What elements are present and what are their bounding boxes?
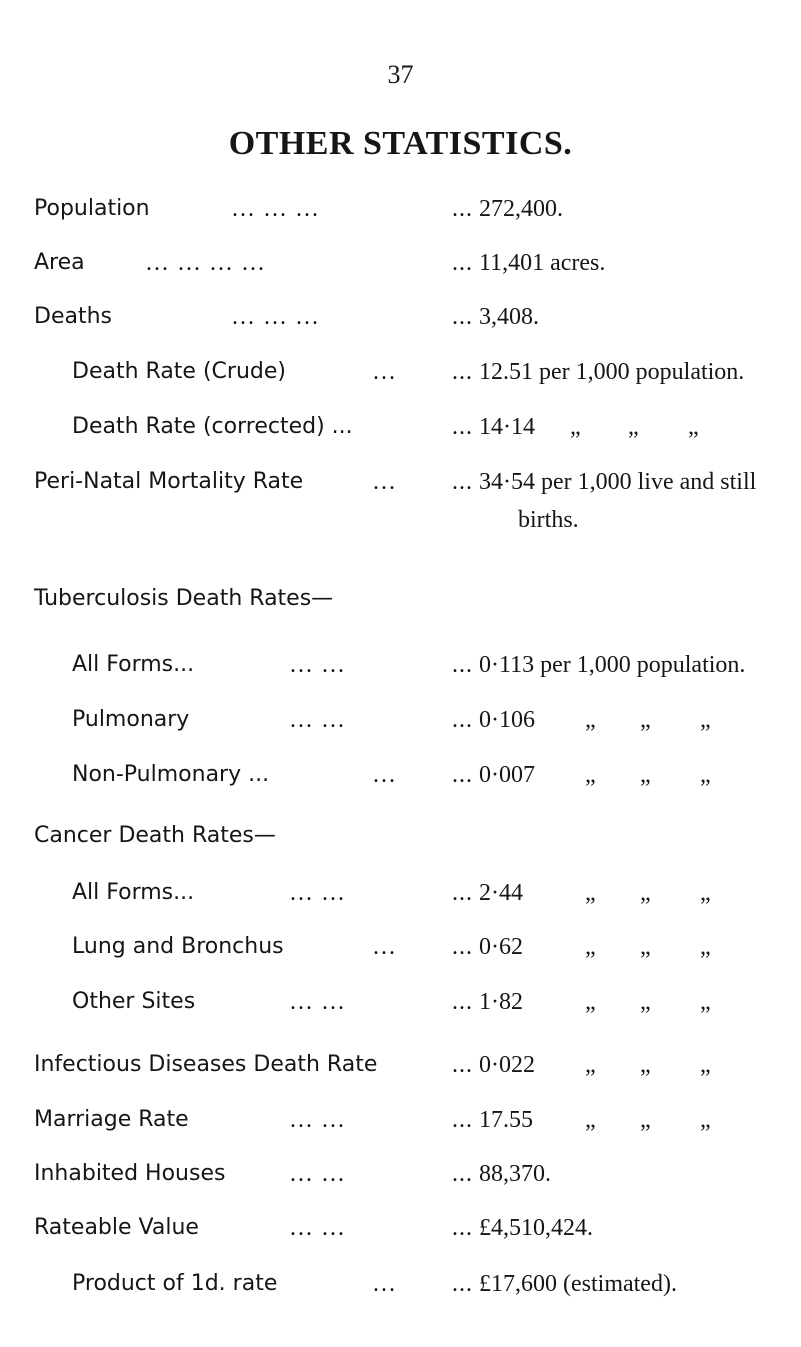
leader-dots: ... ... ... (232, 304, 320, 330)
value-text: 88,370. (479, 1161, 551, 1187)
ditto-mark: „ (640, 1107, 651, 1133)
value-text: 14·14 (479, 414, 535, 440)
row-label: Death Rate (corrected) ... (72, 414, 353, 439)
value-text: 272,400. (479, 196, 563, 222)
value-ellipsis: ... (452, 414, 473, 440)
value-ellipsis: ... (452, 1271, 473, 1297)
ditto-mark: „ (640, 989, 651, 1015)
row-value (452, 873, 523, 913)
value-ellipsis: ... (452, 762, 473, 788)
value-ellipsis: ... (452, 359, 473, 385)
row-label: Death Rate (Crude) (72, 359, 286, 384)
stat-row-marriage-rate (0, 1100, 801, 1140)
row-label: Deaths (34, 304, 112, 329)
row-label: Population (34, 196, 150, 221)
row-value (452, 1045, 535, 1085)
ditto-mark: „ (640, 880, 651, 906)
leader-dots: ... ... (290, 652, 346, 678)
leader-dots: ... ... (290, 707, 346, 733)
stat-row-rateable-value (0, 1208, 801, 1248)
ditto-mark: „ (585, 989, 596, 1015)
value-ellipsis: ... (452, 1161, 473, 1187)
stat-row-area (0, 243, 801, 283)
row-value (452, 982, 523, 1022)
stat-row-cancer-other-sites (0, 982, 801, 1022)
value-text: 17.55 (479, 1107, 533, 1133)
value-text: 0·106 (479, 707, 535, 733)
value-ellipsis: ... (452, 880, 473, 906)
ditto-mark: „ (585, 1052, 596, 1078)
row-value (452, 1208, 593, 1248)
value-text: 34·54 per 1,000 live and still (479, 469, 757, 495)
leader-dots: ... (373, 359, 397, 385)
row-value (452, 700, 535, 740)
ditto-mark: „ (640, 934, 651, 960)
value-ellipsis: ... (452, 707, 473, 733)
stat-row-tb-pulmonary (0, 700, 801, 740)
row-label: Peri-Natal Mortality Rate (34, 469, 304, 494)
page-number: 37 (387, 60, 414, 89)
value-text: 1·82 (479, 989, 523, 1015)
value-ellipsis: ... (452, 1107, 473, 1133)
value-continuation: births. (518, 507, 579, 533)
row-value (452, 645, 745, 685)
ditto-mark: „ (628, 414, 639, 440)
stat-row-infectious-diseases (0, 1045, 801, 1085)
section-heading-cancer (0, 816, 801, 856)
ditto-mark: „ (585, 880, 596, 906)
row-label: Product of 1d. rate (72, 1271, 278, 1296)
stat-row-cancer-lung-bronchus (0, 927, 801, 967)
ditto-mark: „ (700, 989, 711, 1015)
stat-row-cancer-all-forms (0, 873, 801, 913)
ditto-mark: „ (585, 707, 596, 733)
row-label: Infectious Diseases Death Rate (34, 1052, 378, 1077)
ditto-mark: „ (585, 934, 596, 960)
ditto-mark: „ (640, 707, 651, 733)
row-value (452, 1154, 551, 1194)
value-text: £4,510,424. (479, 1215, 593, 1241)
stat-row-inhabited-houses (0, 1154, 801, 1194)
ditto-mark: „ (700, 707, 711, 733)
leader-dots: ... ... (290, 1161, 346, 1187)
ditto-mark: „ (700, 934, 711, 960)
row-value (452, 243, 605, 283)
section-heading-tuberculosis (0, 579, 801, 619)
ditto-mark: „ (640, 762, 651, 788)
leader-dots: ... ... ... ... (146, 250, 266, 276)
value-text: 0·007 (479, 762, 535, 788)
row-label: Inhabited Houses (34, 1161, 226, 1186)
row-value (452, 1100, 533, 1140)
row-value (452, 407, 535, 447)
ditto-mark: „ (700, 880, 711, 906)
value-text: 2·44 (479, 880, 523, 906)
row-label: Other Sites (72, 989, 196, 1014)
value-ellipsis: ... (452, 1052, 473, 1078)
stat-row-deaths (0, 297, 801, 337)
leader-dots: ... ... (290, 1215, 346, 1241)
row-value (452, 189, 563, 229)
section-heading: Cancer Death Rates— (34, 823, 276, 848)
leader-dots: ... ... ... (232, 196, 320, 222)
value-text: 11,401 acres. (479, 250, 606, 276)
row-label: Marriage Rate (34, 1107, 189, 1132)
row-value (452, 755, 535, 795)
row-value (452, 297, 539, 337)
row-label: Pulmonary (72, 707, 190, 732)
value-text: 3,408. (479, 304, 539, 330)
stat-row-peri-natal (0, 462, 801, 533)
row-label: All Forms... (72, 652, 195, 677)
row-label: Area (34, 250, 85, 275)
row-label: Rateable Value (34, 1215, 199, 1240)
row-value (452, 927, 523, 967)
value-ellipsis: ... (452, 304, 473, 330)
row-value (452, 352, 744, 392)
page-title: OTHER STATISTICS. (228, 125, 573, 162)
stat-row-tb-non-pulmonary (0, 755, 801, 795)
row-label: All Forms... (72, 880, 195, 905)
row-label: Lung and Bronchus (72, 934, 284, 959)
row-value (452, 462, 756, 502)
value-text: 0·022 (479, 1052, 535, 1078)
ditto-mark: „ (700, 1052, 711, 1078)
value-ellipsis: ... (452, 250, 473, 276)
ditto-mark: „ (700, 1107, 711, 1133)
value-text: 0·62 (479, 934, 523, 960)
stat-row-product-1d-rate (0, 1264, 801, 1304)
value-ellipsis: ... (452, 934, 473, 960)
stat-row-tb-all-forms (0, 645, 801, 685)
leader-dots: ... ... (290, 989, 346, 1015)
value-text: 0·113 per 1,000 population. (479, 652, 746, 678)
ditto-mark: „ (688, 414, 699, 440)
stat-row-death-rate-crude (0, 352, 801, 392)
value-ellipsis: ... (452, 652, 473, 678)
value-ellipsis: ... (452, 989, 473, 1015)
leader-dots: ... ... (290, 880, 346, 906)
section-heading: Tuberculosis Death Rates— (34, 586, 334, 611)
ditto-mark: „ (570, 414, 581, 440)
ditto-mark: „ (585, 762, 596, 788)
value-text: 12.51 per 1,000 population. (479, 359, 745, 385)
value-ellipsis: ... (452, 1215, 473, 1241)
value-ellipsis: ... (452, 196, 473, 222)
ditto-mark: „ (700, 762, 711, 788)
stat-row-population (0, 189, 801, 229)
row-value (452, 1264, 677, 1304)
leader-dots: ... (373, 469, 397, 495)
ditto-mark: „ (585, 1107, 596, 1133)
leader-dots: ... ... (290, 1107, 346, 1133)
leader-dots: ... (373, 934, 397, 960)
ditto-mark: „ (640, 1052, 651, 1078)
stat-row-death-rate-corrected (0, 407, 801, 447)
leader-dots: ... (373, 762, 397, 788)
leader-dots: ... (373, 1271, 397, 1297)
value-text: £17,600 (estimated). (479, 1271, 677, 1297)
value-ellipsis: ... (452, 469, 473, 495)
row-label: Non-Pulmonary ... (72, 762, 270, 787)
